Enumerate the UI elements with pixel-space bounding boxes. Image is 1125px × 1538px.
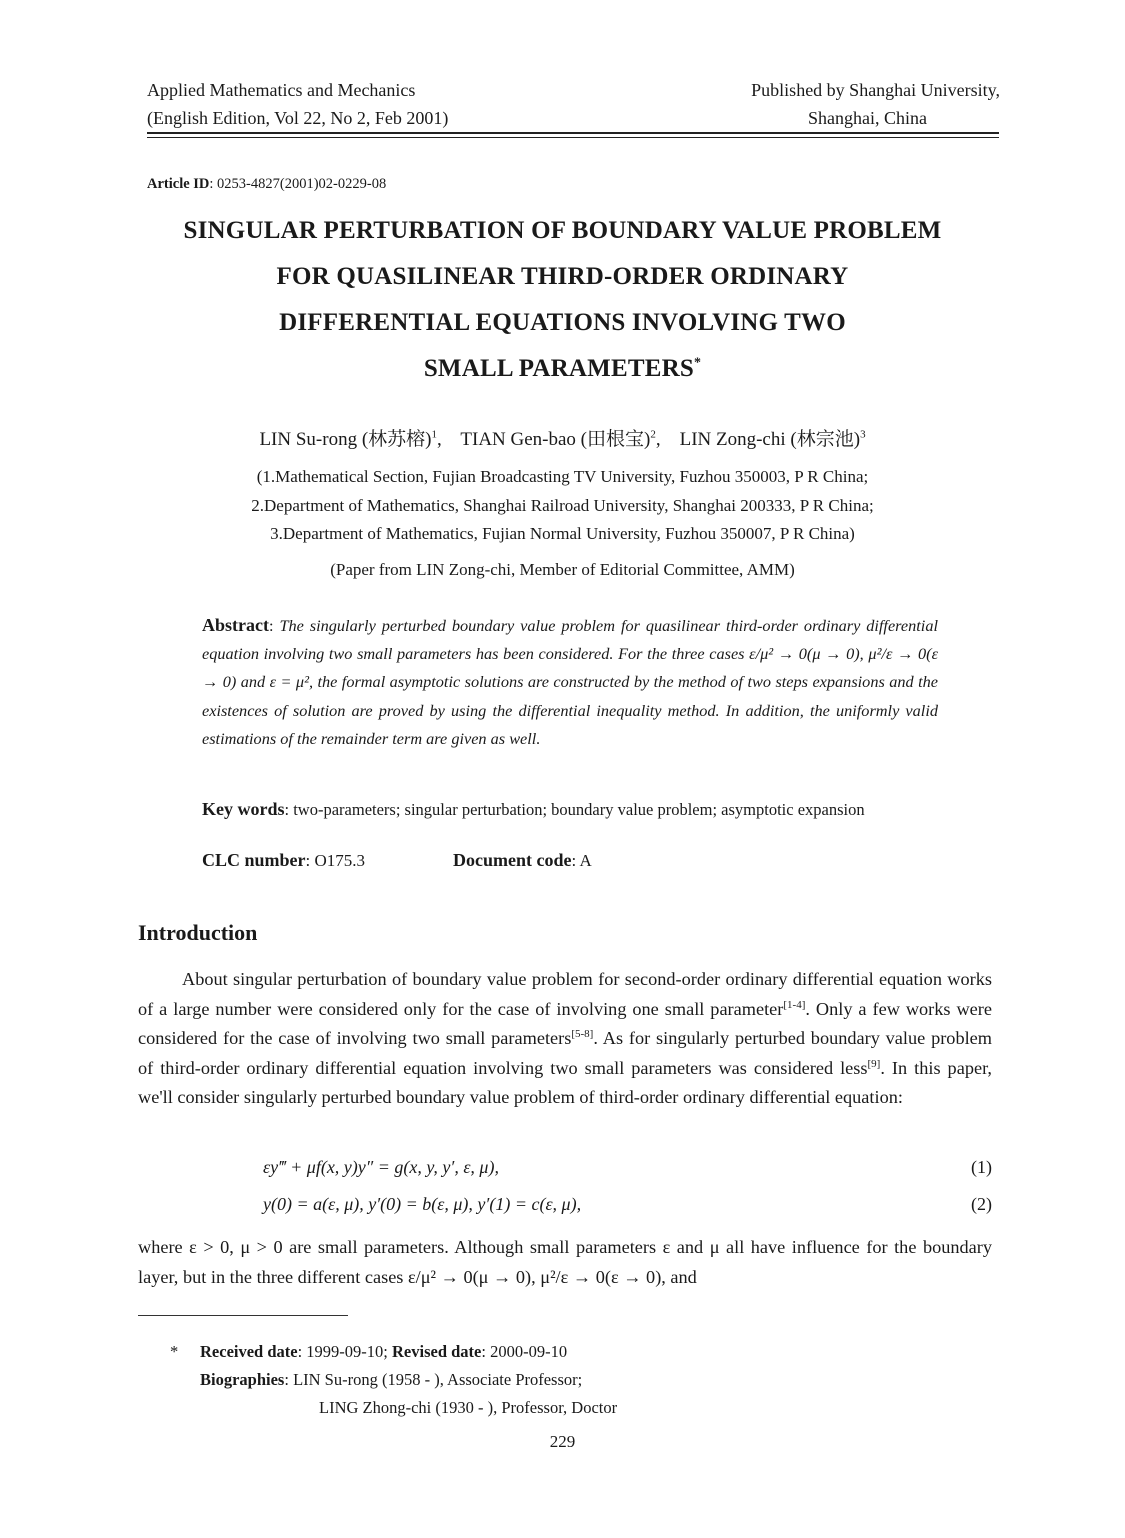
clc-number: CLC number: O175.3 (202, 850, 366, 870)
footnote-biographies: Biographies: LIN Su-rong (1958 - ), Associate Professor; (200, 1370, 583, 1389)
intro-paragraph-1: About singular perturbation of boundary value problem for second-order ordinary differential equation works of a large number were considered only for the case of involving one small parameter[1-4]. Only a few works were considered for the case of involving two small parameters[5-8]. As for singularly perturbed boundary value problem of third-order ordinary differential equation involving two small parameters was considered less[9]. In this paper, we'll consider singularly perturbed boundary value problem of third-order ordinary differential equation: (138, 969, 992, 1108)
article-id: Article ID: 0253-4827(2001)02-0229-08 (147, 176, 387, 192)
paper-title: SINGULAR PERTURBATION OF BOUNDARY VALUE PROBLEM FOR QUASILINEAR THIRD-ORDER ORDINARY DIFFERENTIAL EQUATIONS INVOLVING TWO SMALL PARAMETERS* (183, 217, 942, 382)
author-list: LIN Su-rong (林苏榕)$^1$, TIAN Gen-bao (田根宝)$^2$, LIN Zong-chi (林宗池)$^3$ (259, 428, 866, 450)
header-rule-thick (147, 132, 999, 134)
journal-name: Applied Mathematics and Mechanics (English Edition, Vol 22, No 2, Feb 2001) (147, 80, 449, 128)
page-number: 229 (549, 1432, 576, 1451)
keywords: Key words: two-parameters; singular perturbation; boundary value problem; asymptotic expansion (202, 799, 865, 819)
citation-ref[interactable]: [1-4] (783, 998, 806, 1011)
author-3: LIN Zong-chi (林宗池) (679, 429, 861, 450)
equation-1: εy‴ + μf(x, y)y″ = g(x, y, y′, ε, μ), (263, 1157, 499, 1177)
equation-1-number: (1) (971, 1157, 992, 1177)
author-2: TIAN Gen-bao (田根宝) (460, 429, 651, 450)
document-code: Document code: A (453, 850, 592, 870)
paper-source-note: (Paper from LIN Zong-chi, Member of Editorial Committee, AMM) (330, 560, 795, 579)
footnote-dates: Received date: 1999-09-10; Revised date: 2000-09-10 (200, 1342, 568, 1361)
author-1: LIN Su-rong (林苏榕) (259, 429, 432, 450)
title-footnote-mark: * (693, 355, 702, 371)
footnote-rule (138, 1315, 348, 1316)
section-heading-introduction: Introduction (138, 920, 258, 945)
affiliations: (1.Mathematical Section, Fujian Broadcasting TV University, Fuzhou 350003, P R China; 2.Department of Mathematics, Shanghai Railroad University, Shanghai 200333, P R China; 3.Department of Mathematics, Fujian Normal University, Fuzhou 350007, P R China) (251, 467, 874, 543)
footnote-biography-2: LING Zhong-chi (1930 - ), Professor, Doctor (319, 1398, 618, 1417)
equation-2: y(0) = a(ε, μ), y′(0) = b(ε, μ), y′(1) = c(ε, μ), (263, 1194, 582, 1214)
equation-2-number: (2) (971, 1194, 992, 1214)
footnote-star: * (170, 1342, 179, 1361)
citation-ref[interactable]: [5-8] (571, 1028, 594, 1041)
header-rule-thin (147, 137, 999, 138)
abstract: Abstract: The singularly perturbed boundary value problem for quasilinear third-order ordinary differential equation involving two small parameters has been considered. For the three cases ε/μ² → 0(μ → 0), μ²/ε → 0(ε → 0) and ε = μ², the formal asymptotic solutions are constructed by the method of two steps expansions and the existences of solution are proved by using the differential inequality method. In addition, the uniformly valid estimations of the remainder term are given as well. (202, 615, 938, 748)
citation-ref[interactable]: [9] (867, 1057, 881, 1070)
intro-paragraph-2: where ε > 0, μ > 0 are small parameters. Although small parameters ε and μ all have influence for the boundary layer, but in the three different cases ε/μ² → 0(μ → 0), μ²/ε → 0(ε → 0), and (138, 1237, 992, 1287)
publisher-info: Published by Shanghai University, Shanghai, China (751, 80, 1000, 128)
